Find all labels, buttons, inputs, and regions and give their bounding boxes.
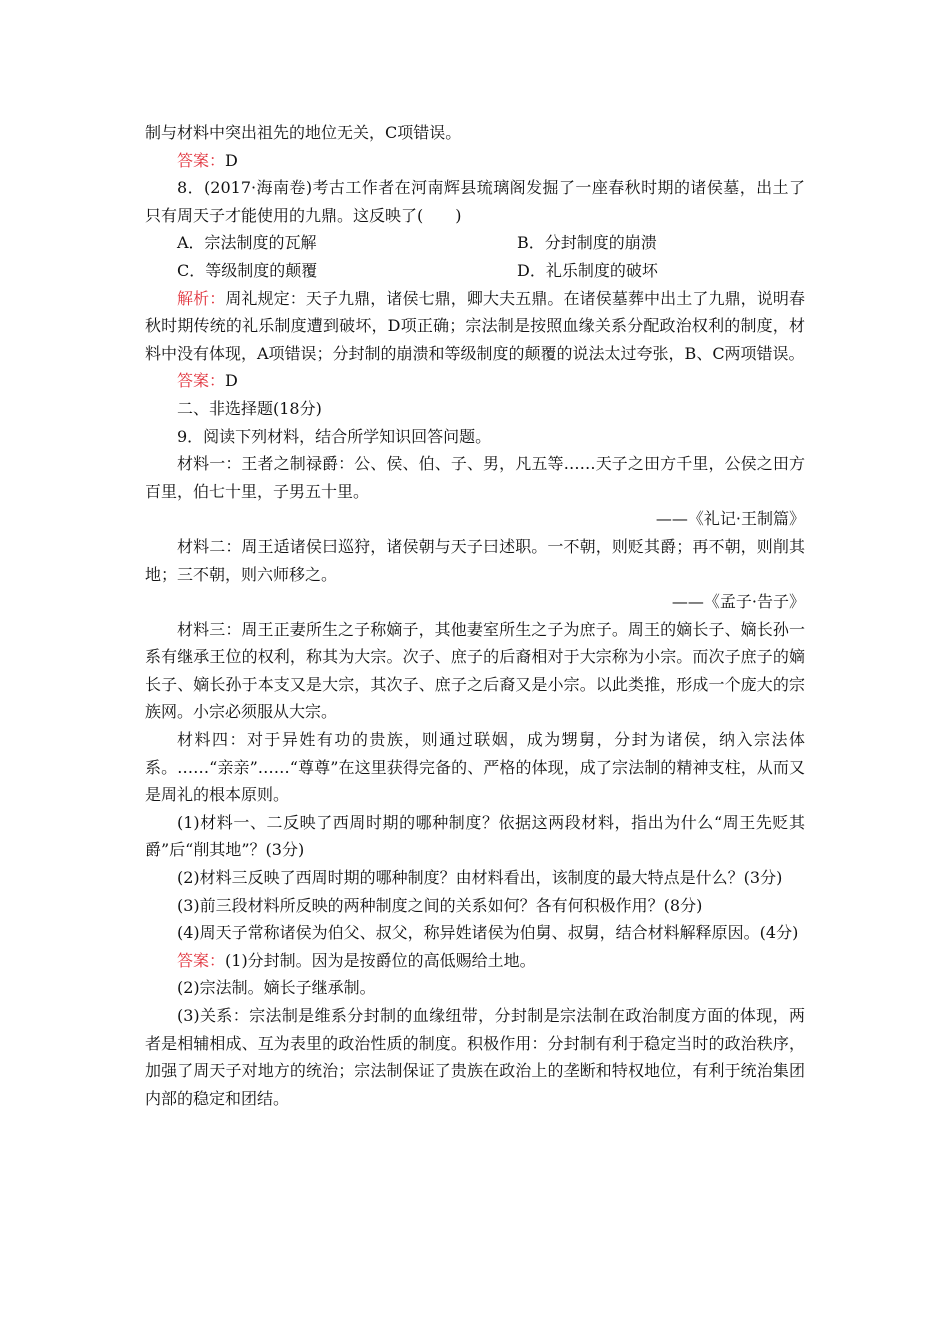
section-title: 二、非选择题(18分) (177, 398, 322, 418)
q9-answer-1 (145, 947, 805, 975)
option-a: A．宗法制度的瓦解 (177, 233, 317, 253)
sub-question-2: (2)材料三反映了西周时期的哪种制度？由材料看出，该制度的最大特点是什么？(3分) (177, 868, 783, 888)
analysis-label: 解析： (177, 288, 226, 308)
material-3: 材料三：周王正妻所生之子称嫡子，其他妻室所生之子为庶子。周王的嫡长子、嫡长孙一系有继承王位的权利，称其为大宗。次子、庶子的后裔相对于大宗称为小宗。而次子庶子的嫡长子、嫡长孙于本支又是大宗，其次子、庶子之后裔又是小宗。以此类推，形成一个庞大的宗族网。小宗必须服从大宗。 (145, 619, 805, 722)
sub-question-3: (3)前三段材料所反映的两种制度之间的关系如何？各有何积极作用？(8分) (177, 895, 703, 915)
option-d: D．礼乐制度的破坏 (517, 260, 658, 280)
q8-options-row-1 (145, 229, 805, 257)
sub-question-1: (1)材料一、二反映了西周时期的哪种制度？依据这两段材料，指出为什么“周王先贬其爵”后“削其地”？(3分) (145, 812, 805, 860)
q9-answer-3: (3)关系：宗法制是维系分封制的血缘纽带，分封制是宗法制在政治制度方面的体现，两者是相辅相成、互为表里的政治性质的制度。积极作用：分封制有利于稳定当时的政治秩序，加强了周天子对地方的统治；宗法制保证了贵族在政治上的垄断和特权地位，有利于统治集团内部的稳定和团结。 (145, 1006, 805, 1108)
analysis-text: 周礼规定：天子九鼎，诸侯七鼎，卿大夫五鼎。在诸侯墓葬中出土了九鼎，说明春秋时期传统的礼乐制度遭到破坏，D项正确；宗法制是按照血缘关系分配政治权利的制度，材料中没有体现，A项错误；分封制的崩溃和等级制度的颠覆的说法太过夸张，B、C两项错误。 (145, 288, 805, 363)
q9-answer-2: (2)宗法制。嫡长子继承制。 (177, 978, 376, 998)
q8-options-row-2 (145, 257, 805, 285)
q8-analysis (145, 285, 805, 368)
material-1: 材料一：王者之制禄爵：公、侯、伯、子、男，凡五等……天子之田方千里，公侯之田方百里，伯七十里，子男五十里。 (145, 454, 805, 501)
answer-label: 答案： (177, 150, 226, 170)
material-4: 材料四：对于异姓有功的贵族，则通过联姻，成为甥舅，分封为诸侯，纳入宗法体系。……“亲亲”……“尊尊”在这里获得完备的、严格的体现，成了宗法制的精神支柱，从而又是周礼的根本原则。 (145, 730, 805, 805)
q9-stem: 9．阅读下列材料，结合所学知识回答问题。 (177, 426, 492, 446)
answer-value: D (225, 371, 238, 391)
answer-label: 答案： (177, 950, 226, 970)
sub-question-4: (4)周天子常称诸侯为伯父、叔父，称异姓诸侯为伯舅、叔舅，结合材料解释原因。(4分) (177, 923, 799, 943)
option-b: B．分封制度的崩溃 (517, 233, 657, 253)
answer-value: D (225, 150, 238, 170)
q8-stem: 8．(2017·海南卷)考古工作者在河南辉县琉璃阁发掘了一座春秋时期的诸侯墓，出土了只有周天子才能使用的九鼎。这反映了( ) (145, 178, 805, 225)
q8-answer (145, 367, 805, 395)
q7-analysis-tail: 制与材料中突出祖先的地位无关，C项错误。 (145, 123, 462, 142)
material-1-source: ——《礼记·王制篇》 (655, 509, 805, 529)
material-2: 材料二：周王适诸侯曰巡狩，诸侯朝与天子曰述职。一不朝，则贬其爵；再不朝，则削其地；三不朝，则六师移之。 (145, 536, 805, 584)
option-c: C．等级制度的颠覆 (177, 260, 318, 280)
answer-label: 答案： (177, 371, 226, 391)
material-2-source: ——《孟子·告子》 (671, 592, 805, 612)
answer-text: (1)分封制。因为是按爵位的高低赐给土地。 (225, 950, 536, 970)
document-page (145, 119, 805, 1112)
q7-answer (145, 147, 805, 175)
